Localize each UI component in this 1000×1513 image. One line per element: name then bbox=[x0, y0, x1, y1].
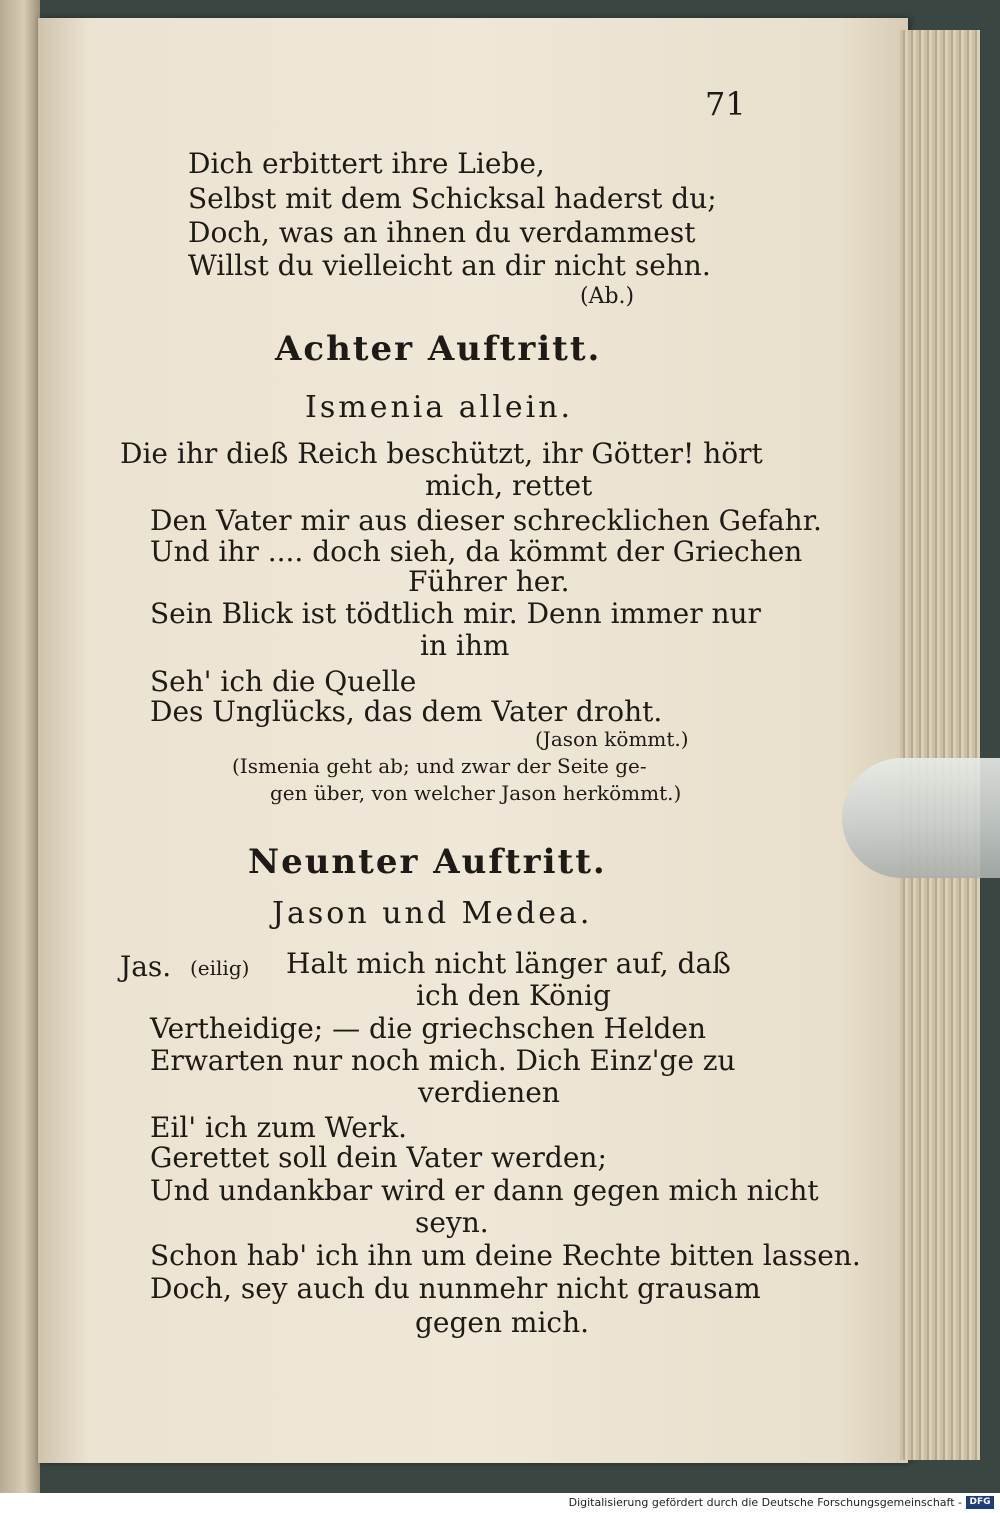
page-clip bbox=[842, 758, 1000, 878]
verse-line: Schon hab' ich ihn um deine Rechte bitten lassen. bbox=[150, 1239, 861, 1272]
verse-line: ich den König bbox=[416, 979, 611, 1012]
speaker-name: Jas. bbox=[120, 950, 172, 983]
verse-line: seyn. bbox=[415, 1206, 489, 1239]
verse-line: Die ihr dieß Reich beschützt, ihr Götter! hört bbox=[120, 437, 763, 470]
verse-line: verdienen bbox=[418, 1076, 560, 1109]
stage-direction: gen über, von welcher Jason herkömmt.) bbox=[270, 781, 682, 805]
stage-direction: (eilig) bbox=[190, 956, 250, 980]
verse-line: Eil' ich zum Werk. bbox=[150, 1111, 408, 1144]
footer-bar bbox=[0, 1493, 1000, 1513]
verse-line: Den Vater mir aus dieser schrecklichen Gefahr. bbox=[150, 504, 822, 537]
verse-line: Und undankbar wird er dann gegen mich nicht bbox=[150, 1174, 819, 1207]
verse-line: Doch, was an ihnen du verdammest bbox=[188, 216, 696, 249]
verse-line: Erwarten nur noch mich. Dich Einz'ge zu bbox=[150, 1044, 736, 1077]
dfg-logo: DFG bbox=[966, 1496, 994, 1509]
verse-line: Sein Blick ist tödtlich mir. Denn immer nur bbox=[150, 597, 761, 630]
page-number: 71 bbox=[705, 85, 746, 123]
verse-line: Selbst mit dem Schicksal haderst du; bbox=[188, 182, 717, 215]
funding-note: Digitalisierung gefördert durch die Deutsche Forschungsgemeinschaft - bbox=[568, 1496, 962, 1509]
verse-line: Doch, sey auch du nunmehr nicht grausam bbox=[150, 1272, 761, 1305]
scene-heading: Neunter Auftritt. bbox=[248, 842, 607, 882]
stage-direction: (Ab.) bbox=[580, 284, 635, 309]
verse-line: Und ihr .... doch sieh, da kömmt der Griechen bbox=[150, 535, 803, 568]
verse-line: Des Unglücks, das dem Vater droht. bbox=[150, 695, 663, 728]
stage-direction: (Jason kömmt.) bbox=[535, 727, 689, 751]
verse-line: Gerettet soll dein Vater werden; bbox=[150, 1141, 607, 1174]
verse-line: Seh' ich die Quelle bbox=[150, 665, 417, 698]
verse-line: Vertheidige; — die griechschen Helden bbox=[150, 1012, 706, 1045]
verse-line: gegen mich. bbox=[415, 1306, 590, 1339]
scene-characters: Jason und Medea. bbox=[272, 896, 593, 931]
verse-line: Dich erbittert ihre Liebe, bbox=[188, 147, 545, 180]
verse-line: Willst du vielleicht an dir nicht sehn. bbox=[188, 249, 711, 282]
verse-line: mich, rettet bbox=[425, 469, 593, 502]
verse-line: Halt mich nicht länger auf, daß bbox=[286, 947, 731, 980]
verse-line: in ihm bbox=[420, 629, 510, 662]
scene-characters: Ismenia allein. bbox=[305, 390, 574, 425]
verse-line: Führer her. bbox=[408, 565, 570, 598]
facing-page-edge bbox=[0, 0, 40, 1493]
page-edges bbox=[900, 30, 980, 1460]
scene-heading: Achter Auftritt. bbox=[275, 329, 602, 369]
stage-direction: (Ismenia geht ab; und zwar der Seite ge- bbox=[232, 754, 647, 778]
